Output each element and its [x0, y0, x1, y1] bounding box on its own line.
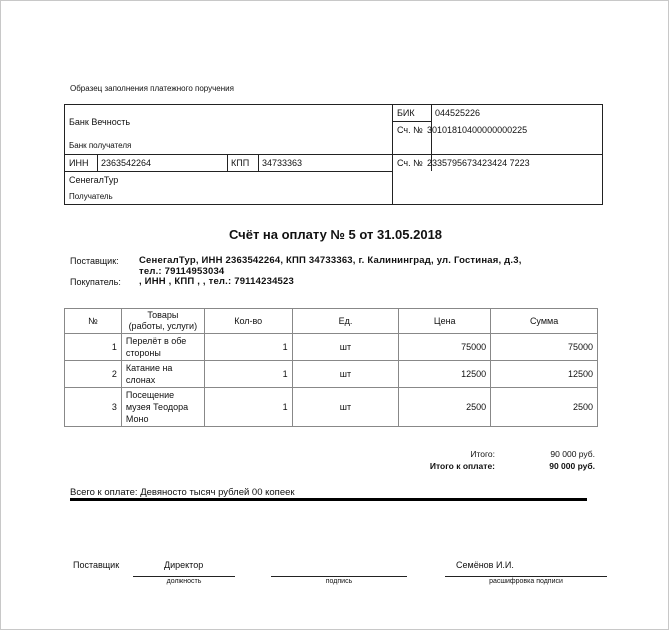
row-name-line: слонах: [125, 375, 156, 385]
bik-label: БИК: [397, 108, 415, 118]
divider: [258, 154, 259, 171]
row-num: 1: [65, 334, 122, 361]
row-unit: шт: [292, 388, 399, 427]
header-sum: Сумма: [491, 309, 598, 334]
row-name: [121, 388, 204, 427]
thick-divider: [70, 498, 587, 501]
row-name: [121, 334, 204, 361]
row-name-line: Катание на: [125, 363, 173, 373]
corr-account-label: Сч. №: [397, 125, 423, 135]
buyer-value: , ИНН , КПП , , тел.: 79114234523: [139, 276, 295, 287]
row-name-line: Посещение: [125, 390, 175, 400]
signature-name: Семёнов И.И.: [456, 560, 514, 570]
sample-note: Образец заполнения платежного поручения: [70, 84, 234, 93]
recipient-caption: Получатель: [69, 192, 113, 201]
row-price: 2500: [399, 388, 491, 427]
bik-value: 044525226: [435, 108, 481, 118]
header-unit: Ед.: [292, 309, 399, 334]
kpp-value: 34733363: [262, 158, 303, 168]
table-row: [65, 388, 598, 427]
bank-name: Банк Вечность: [69, 117, 131, 127]
total-value: 90 000 руб.: [550, 449, 595, 459]
signature-line: [271, 576, 407, 577]
row-sum: 12500: [491, 361, 598, 388]
recipient-name: СенегалТур: [69, 175, 119, 185]
row-name-line: Перелёт в обе: [125, 336, 187, 346]
to-pay-value: 90 000 руб.: [549, 461, 595, 471]
kpp-label: КПП: [231, 158, 250, 168]
row-sum: 2500: [491, 388, 598, 427]
header-goods: [121, 309, 204, 334]
inn-label: ИНН: [69, 158, 89, 168]
divider: [97, 154, 98, 171]
signature-caption: подпись: [325, 578, 353, 585]
header-qty: Кол-во: [204, 309, 292, 334]
header-goods-line2: (работы, услуги): [128, 321, 198, 331]
supplier-value-line1: СенегалТур, ИНН 2363542264, КПП 34733363, г. Калининград, ул. Гостиная, д.3,: [139, 255, 522, 266]
corr-account-value: 30101810400000000225: [427, 125, 528, 135]
signature-supplier-label: Поставщик: [73, 560, 120, 570]
row-price: 12500: [399, 361, 491, 388]
row-name-line: музея Теодора: [125, 402, 189, 412]
divider: [392, 121, 431, 122]
header-goods-line1: Товары: [147, 310, 179, 320]
signature-position-line: [133, 576, 235, 577]
row-price: 75000: [399, 334, 491, 361]
row-name: [121, 361, 204, 388]
row-num: 2: [65, 361, 122, 388]
supplier-value-line2: тел.: 79114953034: [139, 266, 225, 277]
row-unit: шт: [292, 334, 399, 361]
divider: [227, 154, 228, 171]
row-unit: шт: [292, 361, 399, 388]
invoice-title: Счёт на оплату № 5 от 31.05.2018: [228, 227, 443, 242]
amount-in-words: Всего к оплате: Девяносто тысяч рублей 00 копеек: [70, 487, 295, 498]
to-pay-label: Итого к оплате:: [429, 461, 495, 471]
row-name-line: Моно: [125, 414, 149, 424]
row-qty: 1: [204, 334, 292, 361]
account-value: 2335795673423424 7223: [427, 158, 530, 168]
header-num: №: [65, 309, 122, 334]
row-sum: 75000: [491, 334, 598, 361]
divider: [64, 171, 392, 172]
position-caption: должность: [166, 578, 202, 585]
name-caption: расшифровка подписи: [489, 578, 563, 585]
divider: [64, 154, 603, 155]
table-row: [65, 334, 598, 361]
supplier-label: Поставщик:: [70, 256, 119, 266]
total-label: Итого:: [470, 449, 495, 459]
inn-value: 2363542264: [101, 158, 152, 168]
table-row: [65, 361, 598, 388]
signature-position: Директор: [164, 560, 204, 570]
buyer-label: Покупатель:: [70, 277, 121, 287]
row-name-line: стороны: [125, 348, 161, 358]
header-price: Цена: [399, 309, 491, 334]
account-label: Сч. №: [397, 158, 423, 168]
items-table: [64, 308, 598, 427]
signature-name-line: [445, 576, 607, 577]
row-qty: 1: [204, 388, 292, 427]
table-header-row: [65, 309, 598, 334]
row-qty: 1: [204, 361, 292, 388]
row-num: 3: [65, 388, 122, 427]
bank-caption: Банк получателя: [69, 141, 132, 150]
